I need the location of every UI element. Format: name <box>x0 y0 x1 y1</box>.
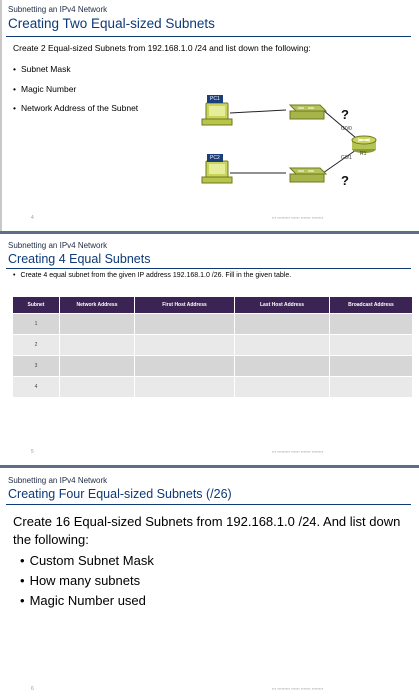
copyright-footer: ▪▪▪ ▪▪▪▪▪▪▪▪▪ ▪▪▪▪▪▪ ▪▪▪▪▪▪▪ ▪▪▪▪▪▪▪▪ <box>272 449 324 454</box>
table-cell[interactable] <box>60 335 135 356</box>
subnet-table <box>12 296 413 398</box>
table-row <box>13 377 413 398</box>
pc2-icon <box>202 161 232 183</box>
table-cell[interactable] <box>60 314 135 335</box>
table-cell[interactable] <box>330 356 413 377</box>
bullet-item: • Create 4 equal subnet from the given IP address 192.168.1.0 /26. Fill in the given table. <box>13 272 292 279</box>
table-cell[interactable] <box>330 377 413 398</box>
subnet-cell: 1 <box>13 314 60 335</box>
title-rule <box>6 504 411 505</box>
table-row <box>13 356 413 377</box>
switch-icon <box>290 168 326 182</box>
table-cell[interactable] <box>235 314 330 335</box>
column-header: Broadcast Address <box>330 297 413 314</box>
bullet-item: • Subnet Mask <box>13 64 71 74</box>
table-header-row <box>13 297 413 314</box>
table-cell[interactable] <box>235 356 330 377</box>
slide-divider <box>0 465 419 468</box>
slide-kicker: Subnetting an IPv4 Network <box>8 5 108 14</box>
page-number: 6 <box>31 686 34 692</box>
table-cell[interactable] <box>135 356 235 377</box>
slide-intro: Create 16 Equal-sized Subnets from 192.168.1.0 /24. And list down the following: <box>13 514 401 547</box>
slide-1 <box>0 0 419 231</box>
column-header: First Host Address <box>135 297 235 314</box>
slide-edge <box>0 0 2 231</box>
network-diagram-graphic <box>198 93 388 201</box>
bullet-item: • Magic Number used <box>20 593 146 608</box>
table-cell[interactable] <box>60 356 135 377</box>
table-cell[interactable] <box>235 335 330 356</box>
slide-title: Creating 4 Equal Subnets <box>8 252 151 266</box>
network-diagram <box>198 93 388 201</box>
copyright-footer: ▪▪▪ ▪▪▪▪▪▪▪▪▪ ▪▪▪▪▪▪ ▪▪▪▪▪▪▪ ▪▪▪▪▪▪▪▪ <box>272 215 324 220</box>
slide-title: Creating Two Equal-sized Subnets <box>8 16 215 31</box>
title-rule <box>6 36 411 37</box>
slide-title: Creating Four Equal-sized Subnets (/26) <box>8 487 232 501</box>
table-cell[interactable] <box>330 335 413 356</box>
table-cell[interactable] <box>135 377 235 398</box>
pc1-label: PC1 <box>207 95 223 103</box>
pc1-icon <box>202 103 232 125</box>
table-cell[interactable] <box>135 335 235 356</box>
page-number: 5 <box>31 449 34 455</box>
table-row <box>13 314 413 335</box>
column-header: Network Address <box>60 297 135 314</box>
table-cell[interactable] <box>60 377 135 398</box>
pc2-label: PC2 <box>207 154 223 162</box>
subnet-cell: 3 <box>13 356 60 377</box>
table-cell[interactable] <box>235 377 330 398</box>
unknown-network-label: ? <box>341 173 349 188</box>
bullet-item: • Custom Subnet Mask <box>20 553 154 568</box>
table-cell[interactable] <box>330 314 413 335</box>
interface-label-g00: G0/0 <box>341 126 352 132</box>
page-number: 4 <box>31 215 34 221</box>
unknown-network-label: ? <box>341 107 349 122</box>
subnet-cell: 4 <box>13 377 60 398</box>
bullet-item: • Magic Number <box>13 84 77 94</box>
table-cell[interactable] <box>135 314 235 335</box>
column-header: Subnet <box>13 297 60 314</box>
interface-label-g01: G0/1 <box>341 155 352 161</box>
slide-kicker: Subnetting an IPv4 Network <box>8 476 108 485</box>
table-row <box>13 335 413 356</box>
copyright-footer: ▪▪▪ ▪▪▪▪▪▪▪▪▪ ▪▪▪▪▪▪ ▪▪▪▪▪▪▪ ▪▪▪▪▪▪▪▪ <box>272 686 324 691</box>
switch-icon <box>290 105 326 119</box>
router-label: R1 <box>360 151 367 157</box>
subnet-cell: 2 <box>13 335 60 356</box>
bullet-item: • How many subnets <box>20 573 141 588</box>
bullet-item: • Network Address of the Subnet <box>13 103 139 113</box>
slide-kicker: Subnetting an IPv4 Network <box>8 241 108 250</box>
slide-intro: Create 2 Equal-sized Subnets from 192.168.1.0 /24 and list down the following: <box>13 43 311 53</box>
column-header: Last Host Address <box>235 297 330 314</box>
title-rule <box>6 268 411 269</box>
